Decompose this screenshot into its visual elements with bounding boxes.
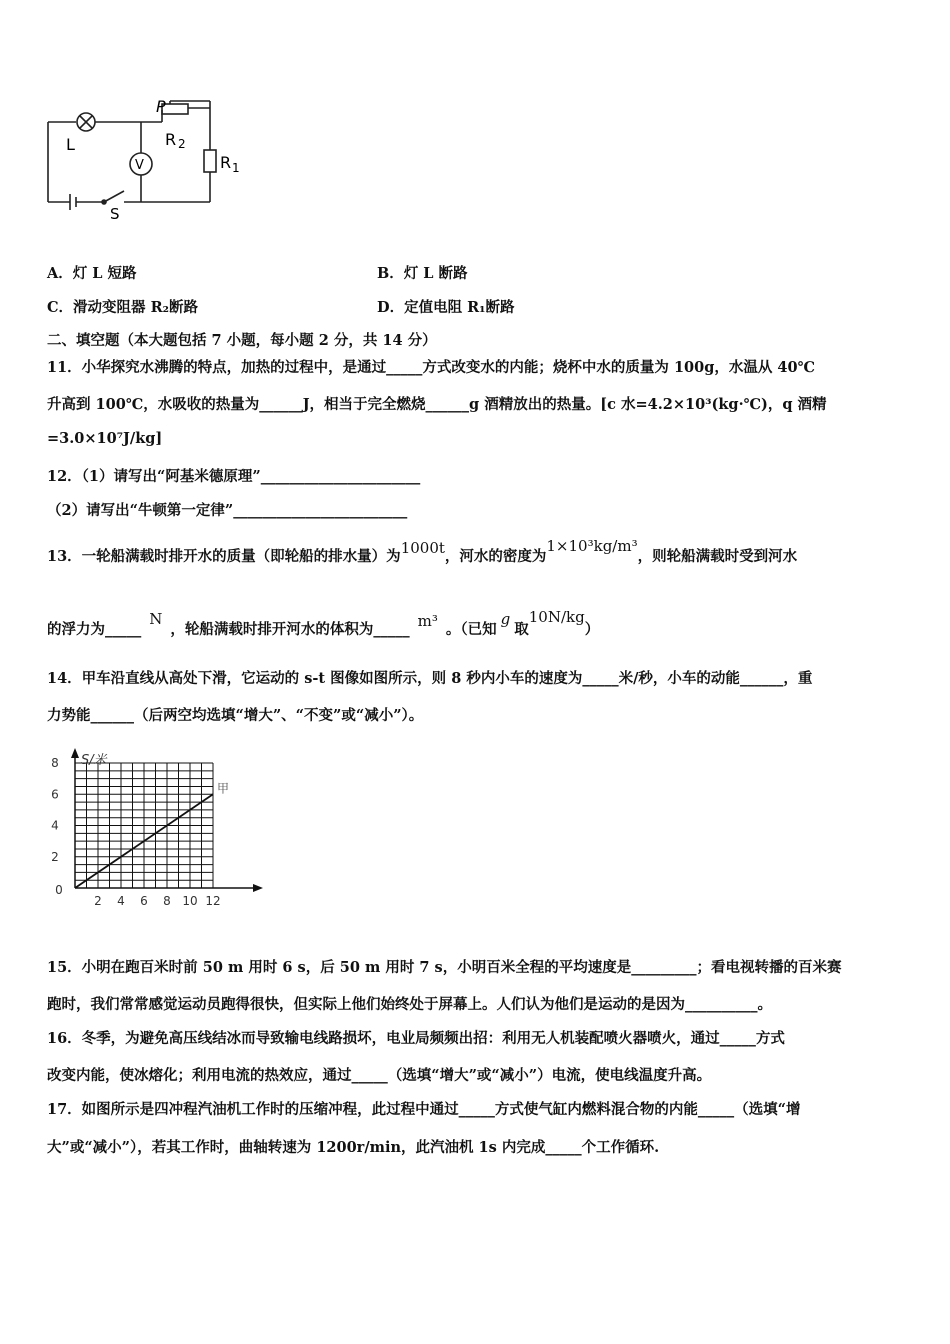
q17-line2: 大”或“减小”），若其工作时，曲轴转速为 1200r/min，此汽油机 1s 内完成_____个工作循环. [47,1139,660,1156]
rheostat-label: R [165,130,177,149]
q13-line1 [47,537,798,566]
chart-y-tick-label: 4 [51,818,59,833]
chart-y-tick-label: 2 [51,849,59,864]
q13-text-4: 的浮力为_____ [47,621,142,638]
q11-line2: 升高到 100℃，水吸收的热量为______J，相当于完全燃烧______g 酒精放出的热量。[c 水=4.2×10³(kg·℃)，q 酒精 [47,396,827,413]
option-b: B．灯 L 断路 [377,265,468,282]
resistor-r1-symbol [204,150,216,172]
resistor-subscript: 1 [232,161,240,175]
chart-x-tick-label: 4 [117,894,125,908]
q12-line1: 12．（1）请写出“阿基米德原理”______________________ [47,468,421,485]
chart-y-axis-arrow [71,748,79,758]
q13-text-1: 13．一轮船满载时排开水的质量（即轮船的排水量）为 [47,548,401,565]
q11-line1: 11．小华探究水沸腾的特点，加热的过程中，是通过_____方式改变水的内能；烧杯中水的质量为 100g，水温从 40℃ [47,359,815,376]
switch-symbol [104,191,124,202]
q13-g-value: 10N/kg [528,608,585,626]
q13-text-2: ，河水的密度为 [444,548,547,565]
rheostat-subscript: 2 [178,137,186,151]
chart-x-tick-label: 2 [94,894,102,908]
q13-text-3: ，则轮船满载时受到河水 [637,548,798,565]
resistor-label: R [220,153,232,172]
q13-text-8: ） [584,621,600,638]
rheostat-symbol [162,104,188,114]
q13-text-7: 取 [514,621,529,638]
chart-x-tick-label: 10 [182,894,198,908]
switch-label: S [110,205,120,223]
option-d: D．定值电阻 R₁断路 [377,299,515,316]
chart-x-tick-label: 6 [140,894,148,908]
chart-series-label: 甲 [217,781,230,796]
q14-line1: 14．甲车沿直线从高处下滑，它运动的 s-t 图像如图所示，则 8 秒内小车的速度为_____米/秒，小车的动能______，重 [47,670,813,687]
q13-unit-volume: m³ [417,612,438,630]
st-chart [45,748,275,918]
q14-line2: 力势能______（后两空均选填“增大”、“不变”或“减小”）。 [47,707,424,724]
q16-line1: 16．冬季，为避免高压线结冰而导致输电线路损坏，电业局频频出招：利用无人机装配喷火器喷火，通过_____方式 [47,1030,785,1047]
q11-line3: =3.0×10⁷J/kg] [47,430,163,447]
q13-mass: 1000t [400,539,445,557]
voltmeter-label: V [135,158,144,173]
q15-line2: 跑时，我们常常感觉运动员跑得很快，但实际上他们始终处于屏幕上。人们认为他们是运动的是因为__________。 [47,996,772,1013]
section-title: 二、填空题（本大题包括 7 小题，每小题 2 分，共 14 分） [47,332,437,349]
q13-g-symbol: g [500,610,511,628]
chart-y-tick-label: 6 [51,787,59,802]
pointer-label: P [156,97,166,116]
q13-text-6: 。（已知 [445,621,497,638]
chart-x-tick-label: 12 [205,894,221,908]
chart-x-tick-label: 8 [163,894,171,908]
q16-line2: 改变内能，使冰熔化；利用电流的热效应，通过_____（选填“增大”或“减小”）电流，使电线温度升高。 [47,1067,712,1084]
lamp-label: L [66,135,75,154]
q13-unit-force: N [149,610,163,628]
q13-line2 [47,608,600,639]
q13-text-5: ，轮船满载时排开河水的体积为_____ [170,621,410,638]
option-c: C．滑动变阻器 R₂断路 [47,299,198,316]
chart-x-tick-label: 0 [55,883,63,897]
chart-x-axis-arrow [253,884,263,892]
chart-y-tick-label: 8 [51,756,59,770]
q13-density: 1×10³kg/m³ [546,537,638,555]
q12-line2: （2）请写出“牛顿第一定律”________________________ [47,502,408,519]
q15-line1: 15．小明在跑百米时前 50 m 用时 6 s，后 50 m 用时 7 s，小明百米全程的平均速度是_________；看电视转播的百米赛 [47,959,842,976]
option-a: A．灯 L 短路 [47,265,137,282]
chart-y-axis-label: S/米 [81,753,107,768]
q17-line1: 17．如图所示是四冲程汽油机工作时的压缩冲程，此过程中通过_____方式使气缸内燃料混合物的内能_____（选填“增 [47,1101,801,1118]
circuit-diagram [40,95,260,225]
